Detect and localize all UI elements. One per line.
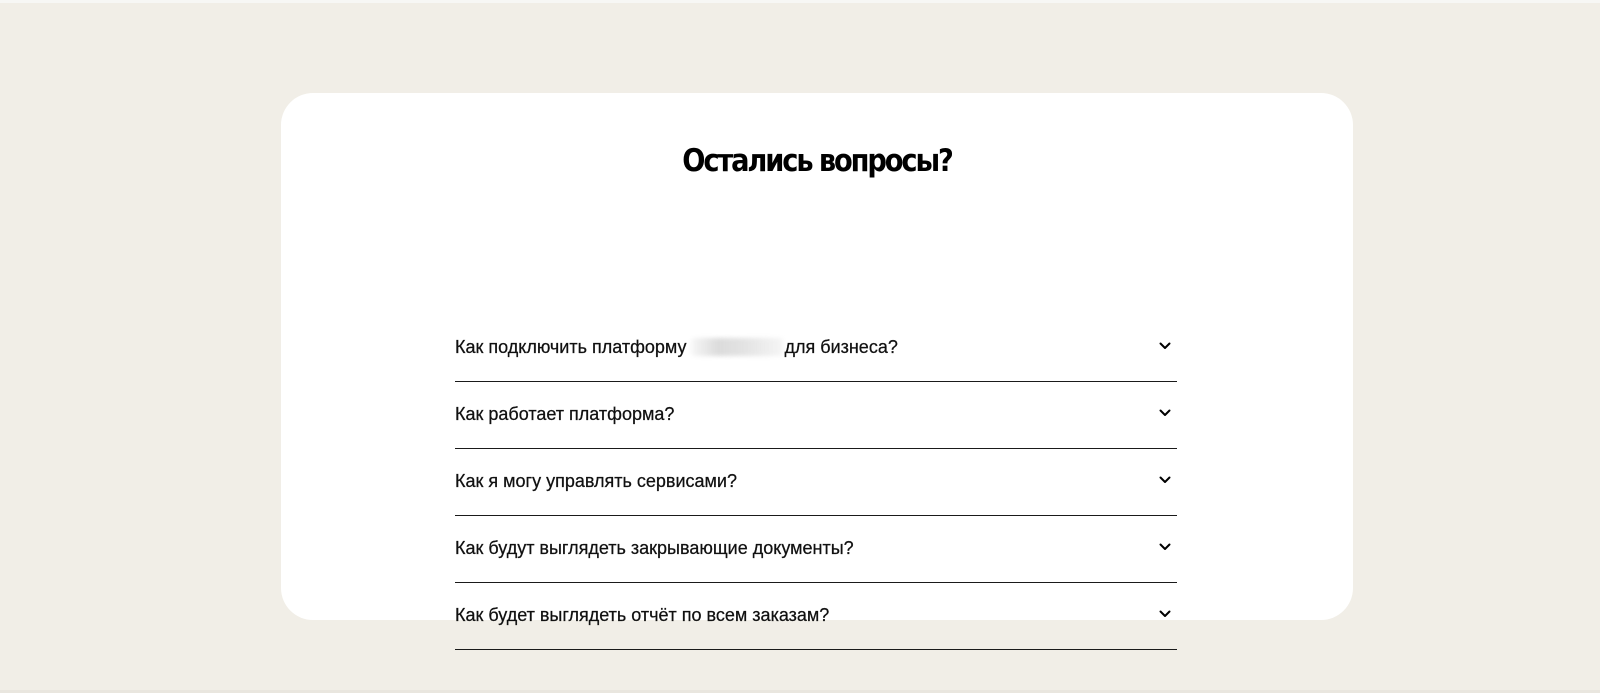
chevron-down-icon[interactable] bbox=[1159, 609, 1171, 619]
redacted-brand-name bbox=[691, 338, 783, 356]
chevron-down-icon[interactable] bbox=[1159, 542, 1171, 552]
faq-question-text-start: Как подключить платформу bbox=[455, 337, 687, 357]
faq-item-manage-services[interactable] bbox=[455, 449, 1177, 516]
faq-question: Как будут выглядеть закрывающие документы? bbox=[455, 538, 854, 558]
faq-question-text-end: для бизнеса? bbox=[784, 337, 898, 357]
faq-question: Как я могу управлять сервисами? bbox=[455, 471, 737, 491]
faq-card bbox=[281, 93, 1353, 625]
faq-item-how-platform-works[interactable] bbox=[455, 382, 1177, 449]
chevron-down-icon[interactable] bbox=[1159, 475, 1171, 485]
faq-question: Как будет выглядеть отчёт по всем заказам? bbox=[455, 605, 830, 625]
faq-question bbox=[455, 337, 898, 358]
page-top-edge bbox=[0, 0, 1600, 3]
faq-title: Остались вопросы? bbox=[682, 143, 952, 179]
faq-item-connect-platform[interactable] bbox=[455, 315, 1177, 382]
faq-item-closing-documents[interactable] bbox=[455, 516, 1177, 583]
faq-list bbox=[455, 315, 1177, 650]
faq-item-orders-report[interactable] bbox=[455, 583, 1177, 650]
chevron-down-icon[interactable] bbox=[1159, 408, 1171, 418]
chevron-down-icon[interactable] bbox=[1159, 341, 1171, 351]
faq-question: Как работает платформа? bbox=[455, 404, 675, 424]
